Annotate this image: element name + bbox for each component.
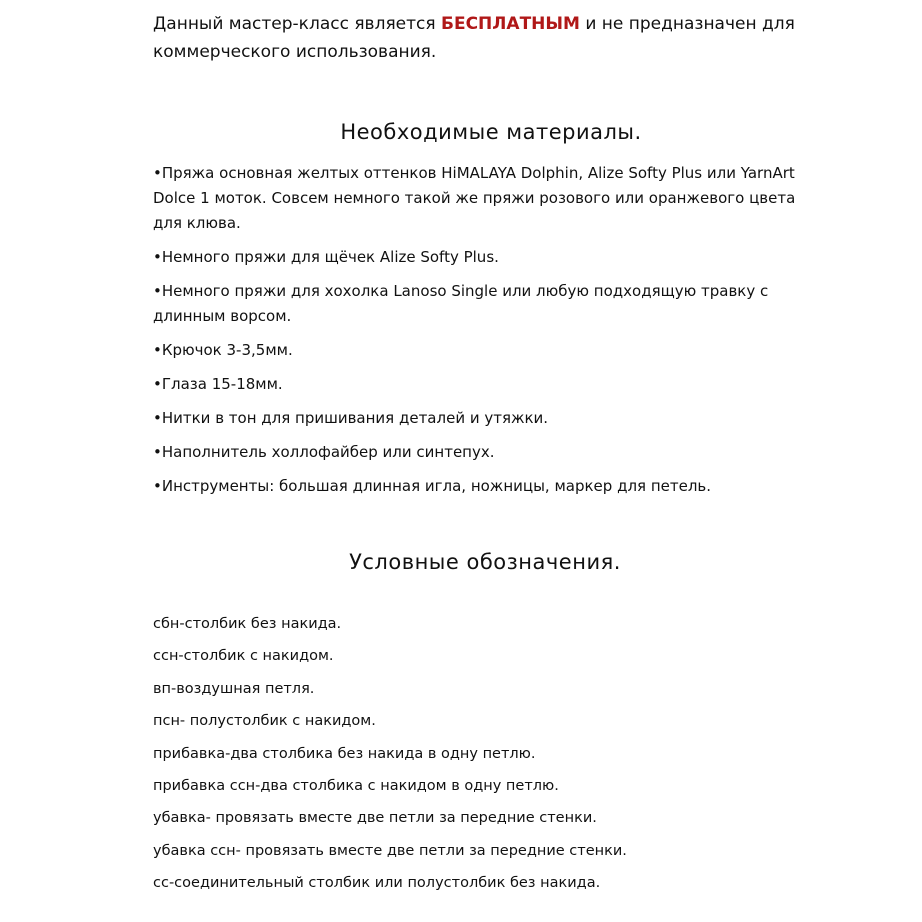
legend-heading: Условные обозначения.: [349, 550, 621, 574]
legend-item: псн- полустолбик с накидом.: [153, 713, 376, 730]
legend-item: сс-соединительный столбик или полустолбик без накида.: [153, 875, 601, 892]
legend-item: ссн-столбик с накидом.: [153, 648, 334, 665]
material-item: •Крючок 3-3,5мм.: [153, 341, 293, 359]
intro-paragraph: [153, 10, 833, 66]
material-item: •Глаза 15-18мм.: [153, 375, 283, 393]
free-highlight: БЕСПЛАТНЫМ: [441, 14, 580, 34]
legend-item: прибавка-два столбика без накида в одну петлю.: [153, 745, 536, 762]
intro-text-after: и не предназначен для коммерческого использования.: [153, 14, 795, 62]
material-item: •Наполнитель холлофайбер или синтепух.: [153, 443, 495, 461]
legend-item: убавка ссн- провязать вместе две петли за передние стенки.: [153, 842, 627, 859]
material-item: •Инструменты: большая длинная игла, ножницы, маркер для петель.: [153, 477, 712, 495]
materials-heading: Необходимые материалы.: [340, 120, 642, 144]
legend-list: [153, 611, 813, 903]
material-item: •Пряжа основная желтых оттенков HiMALAYA Dolphin, Alize Softy Plus или YarnArt Dolce 1 моток. Совсем немного такой же пряжи розового или оранжевого цвета для клюва.: [153, 164, 796, 232]
intro-text-before: Данный мастер-класс является: [153, 14, 442, 34]
material-item: •Нитки в тон для пришивания деталей и утяжки.: [153, 409, 549, 427]
legend-item: вп-воздушная петля.: [153, 680, 315, 697]
material-item: •Немного пряжи для хохолка Lanoso Single или любую подходящую травку с длинным ворсом.: [153, 282, 769, 325]
legend-item: прибавка ссн-два столбика с накидом в одну петлю.: [153, 777, 559, 794]
material-item: •Немного пряжи для щёчек Alize Softy Plus.: [153, 248, 499, 266]
legend-item: убавка- провязать вместе две петли за передние стенки.: [153, 810, 597, 827]
legend-item: сбн-столбик без накида.: [153, 616, 342, 632]
materials-list: [153, 161, 813, 508]
